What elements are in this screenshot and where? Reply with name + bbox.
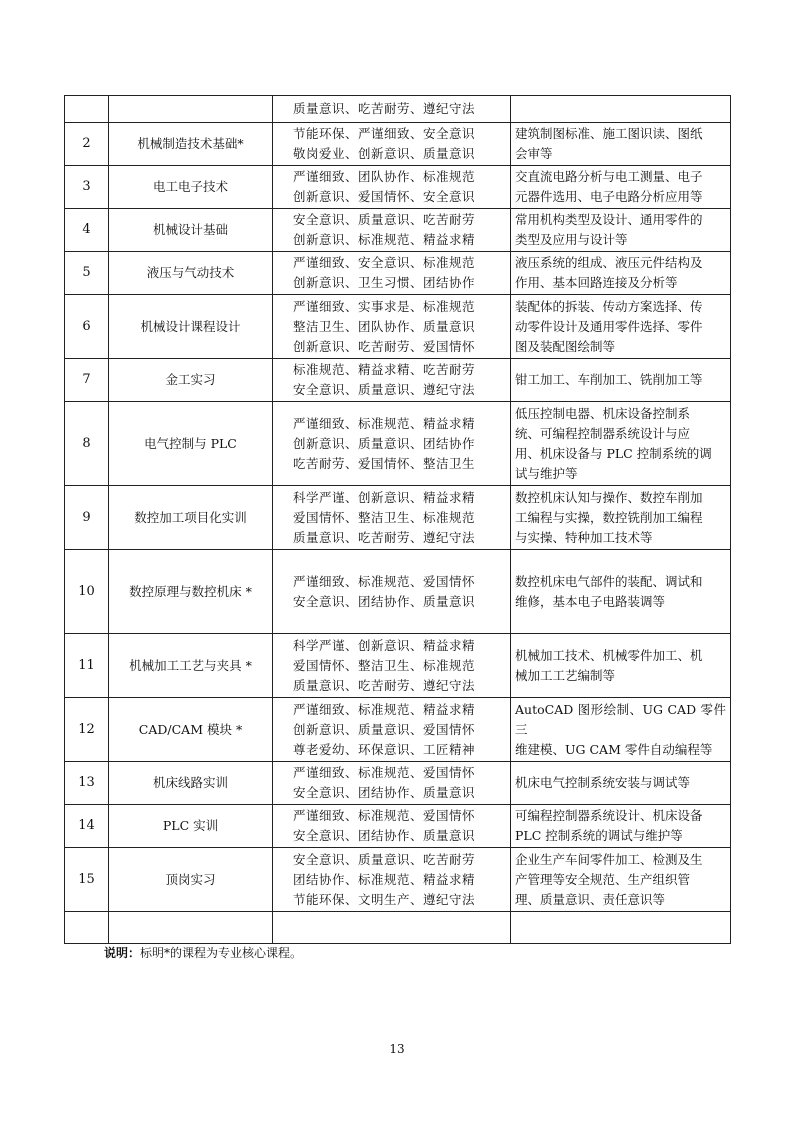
course-table — [64, 95, 731, 944]
ideological-elements-cell — [273, 912, 511, 944]
ideological-line: 节能环保、文明生产、遵纪守法 — [293, 891, 476, 907]
course-content-cell — [511, 359, 731, 402]
ideological-elements-cell — [273, 762, 511, 805]
course-number-cell: 12 — [65, 698, 109, 762]
content-line: 作用、基本回路连接及分析等 — [515, 275, 678, 290]
course-content-cell — [511, 209, 731, 252]
table-row — [65, 912, 731, 944]
course-number-cell: 4 — [65, 209, 109, 252]
content-line: AutoCAD 图形绘制、UG CAD 零件三 — [515, 701, 726, 737]
course-number-cell: 8 — [65, 402, 109, 486]
course-number-cell — [65, 912, 109, 944]
ideological-line: 安全意识、质量意识、吃苦耐劳 — [293, 212, 476, 227]
course-table-body — [65, 96, 731, 944]
ideological-line: 安全意识、团结协作、质量意识 — [293, 593, 476, 609]
course-name-cell: 液压与气动技术 — [109, 252, 273, 295]
ideological-line: 严谨细致、标准规范、爱国情怀 — [293, 765, 476, 780]
course-content-cell — [511, 166, 731, 209]
course-number-cell: 7 — [65, 359, 109, 402]
ideological-line: 严谨细致、安全意识、标准规范 — [293, 255, 476, 270]
table-note — [104, 944, 302, 961]
course-number-cell: 6 — [65, 295, 109, 359]
content-line: 图及装配图绘制等 — [515, 338, 616, 354]
course-name-cell: 机械设计课程设计 — [109, 295, 273, 359]
content-line: 建筑制图标准、施工图识读、图纸 — [515, 126, 703, 141]
course-number-cell: 11 — [65, 634, 109, 698]
ideological-elements-cell — [273, 295, 511, 359]
course-name-cell: 金工实习 — [109, 359, 273, 402]
note-label: 说明： — [104, 946, 141, 960]
ideological-elements-cell — [273, 166, 511, 209]
course-number-cell: 15 — [65, 848, 109, 912]
course-name-cell: 数控原理与数控机床 * — [109, 550, 273, 634]
content-line: 械加工工艺编制等 — [515, 667, 616, 683]
table-row — [65, 295, 731, 359]
ideological-line: 安全意识、团结协作、质量意识 — [293, 785, 476, 800]
ideological-elements-cell — [273, 252, 511, 295]
course-name-cell: 顶岗实习 — [109, 848, 273, 912]
course-number-cell: 10 — [65, 550, 109, 634]
course-content-cell — [511, 912, 731, 944]
ideological-line: 安全意识、团结协作、质量意识 — [293, 828, 476, 843]
page-number: 13 — [389, 1042, 405, 1056]
ideological-line: 整洁卫生、团队协作、质量意识 — [293, 318, 476, 334]
course-name-cell: 机械制造技术基础* — [109, 123, 273, 166]
table-row — [65, 96, 731, 123]
table-row — [65, 698, 731, 762]
course-number-cell: 14 — [65, 805, 109, 848]
course-content-cell — [511, 762, 731, 805]
course-name-cell: 机械设计基础 — [109, 209, 273, 252]
content-line: 会审等 — [515, 146, 553, 161]
table-row — [65, 252, 731, 295]
content-line: 类型及应用与设计等 — [515, 232, 628, 247]
ideological-line: 质量意识、吃苦耐劳、遵纪守法 — [293, 101, 476, 116]
course-content-cell — [511, 634, 731, 698]
course-content-cell — [511, 295, 731, 359]
ideological-elements-cell — [273, 486, 511, 550]
ideological-line: 敬岗爱业、创新意识、质量意识 — [293, 146, 476, 161]
course-name-cell: 电气控制与 PLC — [109, 402, 273, 486]
ideological-line: 严谨细致、标准规范、精益求精 — [293, 415, 476, 431]
content-line: 理、质量意识、责任意识等 — [515, 891, 666, 907]
course-number-cell: 3 — [65, 166, 109, 209]
ideological-line: 节能环保、严谨细致、安全意识 — [293, 126, 476, 141]
content-line: 与实操、特种加工技术等 — [515, 529, 653, 545]
table-row — [65, 359, 731, 402]
content-line: 元器件选用、电子电路分析应用等 — [515, 189, 703, 204]
content-line: 可编程控制器系统设计、机床设备 — [515, 808, 703, 823]
course-name-cell: 数控加工项目化实训 — [109, 486, 273, 550]
note-text: 标明*的课程为专业核心课程。 — [140, 946, 303, 960]
content-line: 钳工加工、车削加工、铣削加工等 — [515, 372, 703, 387]
content-line: 装配体的拆装、传动方案选择、传 — [515, 298, 703, 314]
content-line: 维修，基本电子电路装调等 — [515, 593, 666, 609]
table-row — [65, 486, 731, 550]
course-number-cell: 9 — [65, 486, 109, 550]
course-content-cell — [511, 805, 731, 848]
course-content-cell — [511, 486, 731, 550]
ideological-line: 创新意识、质量意识、团结协作 — [293, 435, 476, 451]
course-name-cell — [109, 96, 273, 123]
content-line: 低压控制电器、机床设备控制系 — [515, 405, 691, 421]
ideological-elements-cell — [273, 359, 511, 402]
course-name-cell: 机床线路实训 — [109, 762, 273, 805]
content-line: 统、可编程控制器系统设计与应 — [515, 425, 691, 441]
content-line: 常用机构类型及设计、通用零件的 — [515, 212, 703, 227]
content-line: PLC 控制系统的调试与维护等 — [515, 828, 683, 843]
ideological-line: 团结协作、标准规范、精益求精 — [293, 871, 476, 887]
ideological-elements-cell — [273, 550, 511, 634]
table-row — [65, 848, 731, 912]
ideological-elements-cell — [273, 96, 511, 123]
ideological-elements-cell — [273, 634, 511, 698]
ideological-elements-cell — [273, 698, 511, 762]
table-row — [65, 805, 731, 848]
ideological-elements-cell — [273, 848, 511, 912]
course-content-cell — [511, 550, 731, 634]
course-content-cell — [511, 848, 731, 912]
table-row — [65, 762, 731, 805]
ideological-line: 吃苦耐劳、爱国情怀、整洁卫生 — [293, 455, 476, 471]
ideological-line: 创新意识、标准规范、精益求精 — [293, 232, 476, 247]
ideological-line: 创新意识、吃苦耐劳、爱国情怀 — [293, 338, 476, 354]
course-content-cell — [511, 402, 731, 486]
course-number-cell: 2 — [65, 123, 109, 166]
ideological-line: 质量意识、吃苦耐劳、遵纪守法 — [293, 529, 476, 545]
ideological-line: 质量意识、吃苦耐劳、遵纪守法 — [293, 677, 476, 693]
ideological-line: 尊老爱幼、环保意识、工匠精神 — [293, 741, 476, 757]
ideological-line: 创新意识、爱国情怀、安全意识 — [293, 189, 476, 204]
content-line: 动零件设计及通用零件选择、零件 — [515, 318, 703, 334]
ideological-line: 爱国情怀、整洁卫生、标准规范 — [293, 657, 476, 673]
course-number-cell — [65, 96, 109, 123]
table-row — [65, 123, 731, 166]
content-line: 试与维护等 — [515, 465, 578, 481]
course-name-cell: PLC 实训 — [109, 805, 273, 848]
ideological-line: 严谨细致、实事求是、标准规范 — [293, 298, 476, 314]
course-content-cell — [511, 698, 731, 762]
ideological-elements-cell — [273, 805, 511, 848]
course-name-cell — [109, 912, 273, 944]
content-line: 维建模、UG CAM 零件自动编程等 — [515, 741, 713, 757]
ideological-line: 科学严谨、创新意识、精益求精 — [293, 489, 476, 505]
course-number-cell: 13 — [65, 762, 109, 805]
ideological-line: 严谨细致、标准规范、爱国情怀 — [293, 808, 476, 823]
content-line: 工编程与实操，数控铣削加工编程 — [515, 509, 703, 525]
ideological-line: 创新意识、质量意识、爱国情怀 — [293, 721, 476, 737]
course-content-cell — [511, 252, 731, 295]
ideological-line: 严谨细致、团队协作、标准规范 — [293, 169, 476, 184]
ideological-line: 严谨细致、标准规范、爱国情怀 — [293, 573, 476, 589]
ideological-line: 安全意识、质量意识、遵纪守法 — [293, 382, 476, 397]
course-name-cell: 电工电子技术 — [109, 166, 273, 209]
ideological-line: 科学严谨、创新意识、精益求精 — [293, 637, 476, 653]
content-line: 产管理等安全规范、生产组织管 — [515, 871, 691, 887]
ideological-elements-cell — [273, 123, 511, 166]
ideological-line: 安全意识、质量意识、吃苦耐劳 — [293, 851, 476, 867]
ideological-elements-cell — [273, 209, 511, 252]
ideological-line: 标准规范、精益求精、吃苦耐劳 — [293, 362, 476, 377]
course-content-cell — [511, 96, 731, 123]
course-content-cell — [511, 123, 731, 166]
content-line: 数控机床认知与操作、数控车削加 — [515, 489, 703, 505]
course-name-cell: 机械加工工艺与夹具 * — [109, 634, 273, 698]
table-row — [65, 550, 731, 634]
table-row — [65, 209, 731, 252]
ideological-line: 创新意识、卫生习惯、团结协作 — [293, 275, 476, 290]
content-line: 数控机床电气部件的装配、调试和 — [515, 573, 703, 589]
content-line: 液压系统的组成、液压元件结构及 — [515, 255, 703, 270]
course-number-cell: 5 — [65, 252, 109, 295]
ideological-elements-cell — [273, 402, 511, 486]
content-line: 机床电气控制系统安装与调试等 — [515, 775, 691, 790]
ideological-line: 严谨细致、标准规范、精益求精 — [293, 701, 476, 717]
content-line: 企业生产车间零件加工、检测及生 — [515, 851, 703, 867]
table-row — [65, 634, 731, 698]
content-line: 交直流电路分析与电工测量、电子 — [515, 169, 703, 184]
table-row — [65, 166, 731, 209]
content-line: 机械加工技术、机械零件加工、机 — [515, 647, 703, 663]
table-row — [65, 402, 731, 486]
course-name-cell: CAD/CAM 模块 * — [109, 698, 273, 762]
content-line: 用、机床设备与 PLC 控制系统的调 — [515, 445, 712, 461]
ideological-line: 爱国情怀、整洁卫生、标准规范 — [293, 509, 476, 525]
